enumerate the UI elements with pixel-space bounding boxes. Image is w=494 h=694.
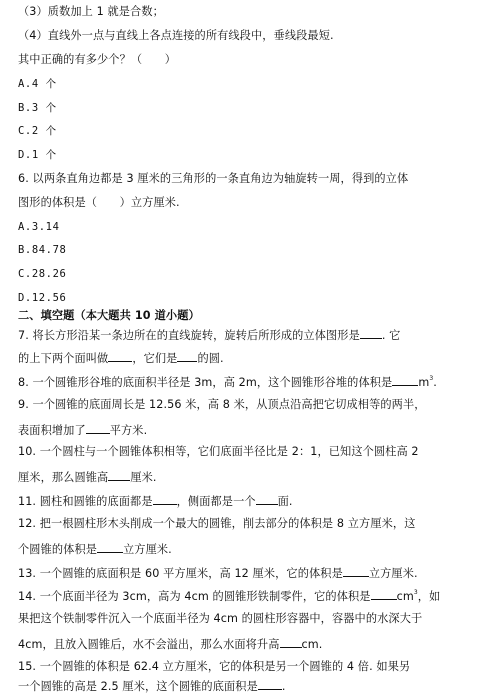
q6-option-d[interactable]: D.12.56 bbox=[18, 292, 67, 304]
answer-blank[interactable] bbox=[371, 588, 397, 600]
q6-option-a[interactable]: A.3.14 bbox=[18, 221, 60, 233]
q4-statement-3: （3）质数加上 1 就是合数； bbox=[18, 5, 164, 18]
q4-option-c[interactable]: C.2 个 bbox=[18, 125, 57, 137]
q9-line-1: 9. 一个圆锥的底面周长是 12.56 米，高 8 米，从顶点沿高把它切成相等的两半， bbox=[18, 398, 426, 411]
answer-blank[interactable] bbox=[258, 678, 282, 690]
q4-option-a[interactable]: A.4 个 bbox=[18, 78, 57, 90]
answer-blank[interactable] bbox=[360, 327, 382, 339]
q14-line-3: 4cm，且放入圆锥后，水不会溢出，那么水面将升高 cm. bbox=[18, 638, 323, 651]
answer-blank[interactable] bbox=[280, 636, 302, 648]
answer-blank[interactable] bbox=[153, 493, 177, 505]
answer-blank[interactable] bbox=[256, 493, 278, 505]
answer-blank[interactable] bbox=[392, 374, 418, 386]
q6-option-c[interactable]: C.28.26 bbox=[18, 268, 67, 280]
q11-line: 11. 圆柱和圆锥的底面都是 ，侧面都是一个 面. bbox=[18, 495, 293, 508]
q7-line-2: 的上下两个面叫做 ，它们是 的圆. bbox=[18, 352, 224, 365]
q6-text-line-2: 图形的体积是（ ）立方厘米. bbox=[18, 196, 180, 209]
q12-line-1: 12. 把一根圆柱形木头削成一个最大的圆锥，削去部分的体积是 8 立方厘米，这 bbox=[18, 517, 416, 530]
answer-blank[interactable] bbox=[86, 422, 110, 434]
q4-question-prompt: 其中正确的有多少个？（ ） bbox=[18, 53, 177, 66]
q10-line-2: 厘米，那么圆锥高 厘米. bbox=[18, 471, 157, 484]
q14-line-1: 14. 一个底面半径为 3cm，高为 4cm 的圆锥形铁制零件，它的体积是 $cm^3$，如 bbox=[18, 589, 441, 603]
answer-blank[interactable] bbox=[97, 541, 123, 553]
q6-option-b[interactable]: B.84.78 bbox=[18, 244, 67, 256]
q4-statement-4: （4）直线外一点与直线上各点连接的所有线段中，垂线段最短. bbox=[18, 29, 334, 42]
answer-blank[interactable] bbox=[177, 350, 197, 362]
q13-line: 13. 一个圆锥的底面积是 60 平方厘米，高 12 厘米，它的体积是 立方厘米. bbox=[18, 567, 418, 580]
q10-line-1: 10. 一个圆柱与一个圆锥体积相等，它们底面半径比是 2：1，已知这个圆柱高 2 bbox=[18, 445, 419, 458]
q4-option-d[interactable]: D.1 个 bbox=[18, 149, 57, 161]
q6-text-line-1: 6. 以两条直角边都是 3 厘米的三角形的一条直角边为轴旋转一周，得到的立体 bbox=[18, 172, 409, 185]
answer-blank[interactable] bbox=[343, 565, 369, 577]
q15-line-1: 15. 一个圆锥的体积是 62.4 立方厘米，它的体积是另一个圆锥的 4 倍. 如果另 bbox=[18, 660, 411, 673]
section-2-heading: 二、填空题（本大题共 10 道小题） bbox=[18, 309, 200, 322]
q8-line: 8. 一个圆锥形谷堆的底面积半径是 3m，高 2m，这个圆锥形谷堆的体积是 $m^3$. bbox=[18, 375, 437, 389]
q14-line-2: 果把这个铁制零件沉入一个底面半径为 4cm 的圆柱形容器中，容器中的水深大于 bbox=[18, 612, 423, 625]
answer-blank[interactable] bbox=[108, 350, 132, 362]
q7-line-1: 7. 将长方形沿某一条边所在的直线旋转，旋转后所形成的立体图形是 . 它 bbox=[18, 329, 401, 342]
q4-option-b[interactable]: B.3 个 bbox=[18, 102, 57, 114]
q15-line-2: 一个圆锥的高是 2.5 厘米，这个圆锥的底面积是 . bbox=[18, 680, 286, 693]
q9-line-2: 表面积增加了 平方米. bbox=[18, 424, 148, 437]
q12-line-2: 个圆锥的体积是 立方厘米. bbox=[18, 543, 172, 556]
answer-blank[interactable] bbox=[108, 469, 130, 481]
